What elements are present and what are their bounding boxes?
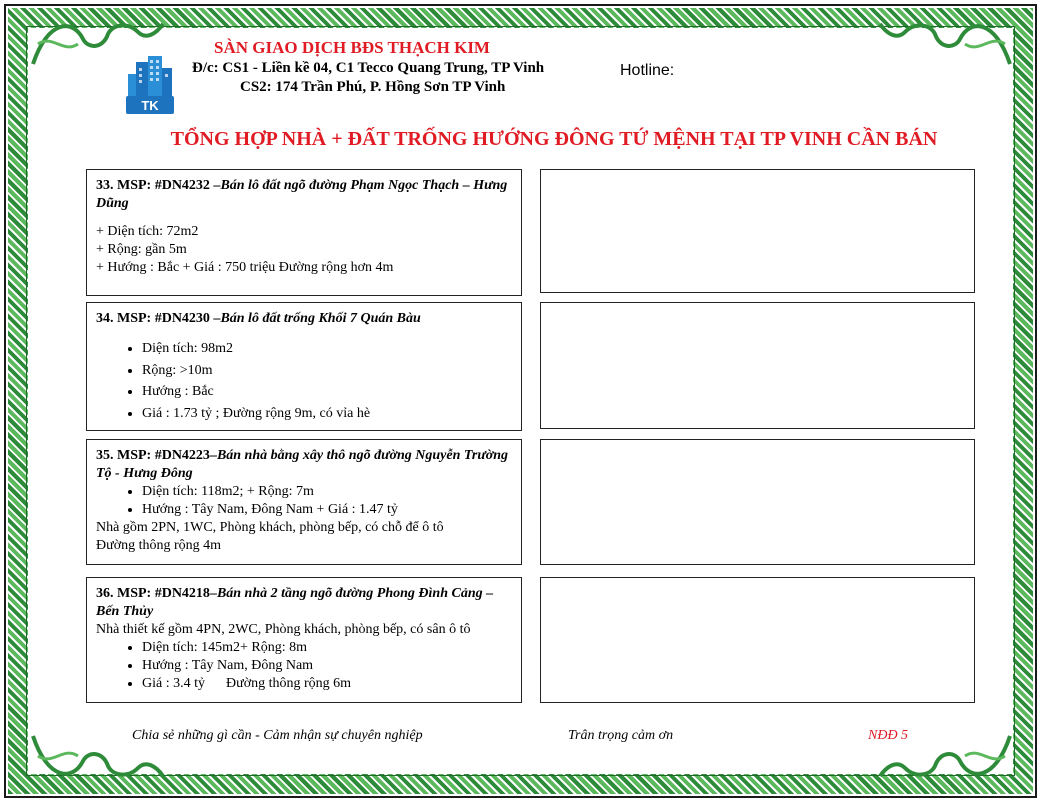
listing-detail: Đường thông rộng 4m	[96, 538, 222, 553]
listing-description: Bán nhà 2 tầng ngõ đường Phong Đình Cảng – Bến Thủy	[96, 586, 494, 619]
listing-bullet: • Diện tích: 98m2	[142, 338, 512, 360]
listing-image-placeholder-35	[540, 439, 975, 565]
footer-slogan: Chia sẻ những gì cần - Cảm nhận sự chuyên nghiệp	[132, 728, 423, 743]
company-logo	[122, 54, 178, 116]
listing-title	[96, 177, 512, 213]
footer-code: NĐĐ 5	[868, 728, 909, 743]
listing-image-placeholder-33	[540, 169, 975, 293]
listing-detail: + Rộng: gần 5m	[96, 242, 187, 257]
logo-text: TK	[141, 98, 159, 113]
listing-title	[96, 310, 512, 328]
listing-code: 34. MSP: #DN4230 –	[96, 311, 221, 326]
address-line-2: CS2: 174 Trần Phú, P. Hồng Sơn TP Vinh	[240, 79, 506, 95]
listing-image-placeholder-36	[540, 577, 975, 703]
listing-bullet: • Hướng : Bắc	[142, 381, 512, 403]
corner-ornament-top-right-icon	[875, 14, 1015, 74]
listing-bullet: • Diện tích: 145m2+ Rộng: 8m	[142, 639, 512, 657]
listing-title	[96, 585, 512, 621]
listing-description: Bán lô đất ngõ đường Phạm Ngọc Thạch – Hưng Dũng	[96, 178, 508, 211]
address-line-1: Đ/c: CS1 - Liền kề 04, C1 Tecco Quang Trung, TP Vinh	[192, 60, 545, 76]
company-name: SÀN GIAO DỊCH BĐS THẠCH KIM	[214, 38, 490, 57]
listing-code: 33. MSP: #DN4232 –	[96, 178, 221, 193]
page-title: TỔNG HỢP NHÀ + ĐẤT TRỐNG HƯỚNG ĐÔNG TỨ MỆNH TẠI TP VINH CẦN BÁN	[170, 128, 938, 150]
hotline-label: Hotline:	[620, 62, 675, 79]
listing-bullet: • Diện tích: 118m2; + Rộng: 7m	[142, 483, 512, 501]
listing-detail: Nhà gồm 2PN, 1WC, Phòng khách, phòng bếp, có chỗ để ô tô	[96, 520, 444, 535]
listing-detail: Nhà thiết kế gồm 4PN, 2WC, Phòng khách, phòng bếp, có sân ô tô	[96, 622, 471, 637]
listing-image-placeholder-34	[540, 302, 975, 429]
listing-code: 35. MSP: #DN4223–	[96, 448, 217, 463]
listing-code: 36. MSP: #DN4218–	[96, 586, 217, 601]
listing-card-34	[86, 302, 522, 431]
listing-bullet: • Giá : 1.73 tỷ ; Đường rộng 9m, có vỉa hè	[142, 403, 512, 425]
listing-card-35	[86, 439, 522, 565]
listing-detail: + Hướng : Bắc + Giá : 750 triệu Đường rộng hơn 4m	[96, 260, 394, 275]
listing-title	[96, 447, 512, 483]
listing-bullet: • Rộng: >10m	[142, 360, 512, 382]
listing-card-36	[86, 577, 522, 703]
footer-thanks: Trân trọng cảm ơn	[568, 728, 674, 743]
listing-bullet: • Hướng : Tây Nam, Đông Nam + Giá : 1.47 tỷ	[142, 501, 512, 519]
listing-detail: + Diện tích: 72m2	[96, 224, 199, 239]
listing-description: Bán lô đất trống Khối 7 Quán Bàu	[220, 311, 421, 326]
listing-bullet: • Hướng : Tây Nam, Đông Nam	[142, 657, 512, 675]
listing-description: Bán nhà bằng xây thô ngõ đường Nguyễn Trường Tộ - Hưng Đông	[96, 448, 509, 481]
listing-card-33	[86, 169, 522, 296]
listing-bullet: • Giá : 3.4 tỷ Đường thông rộng 6m	[142, 675, 512, 693]
